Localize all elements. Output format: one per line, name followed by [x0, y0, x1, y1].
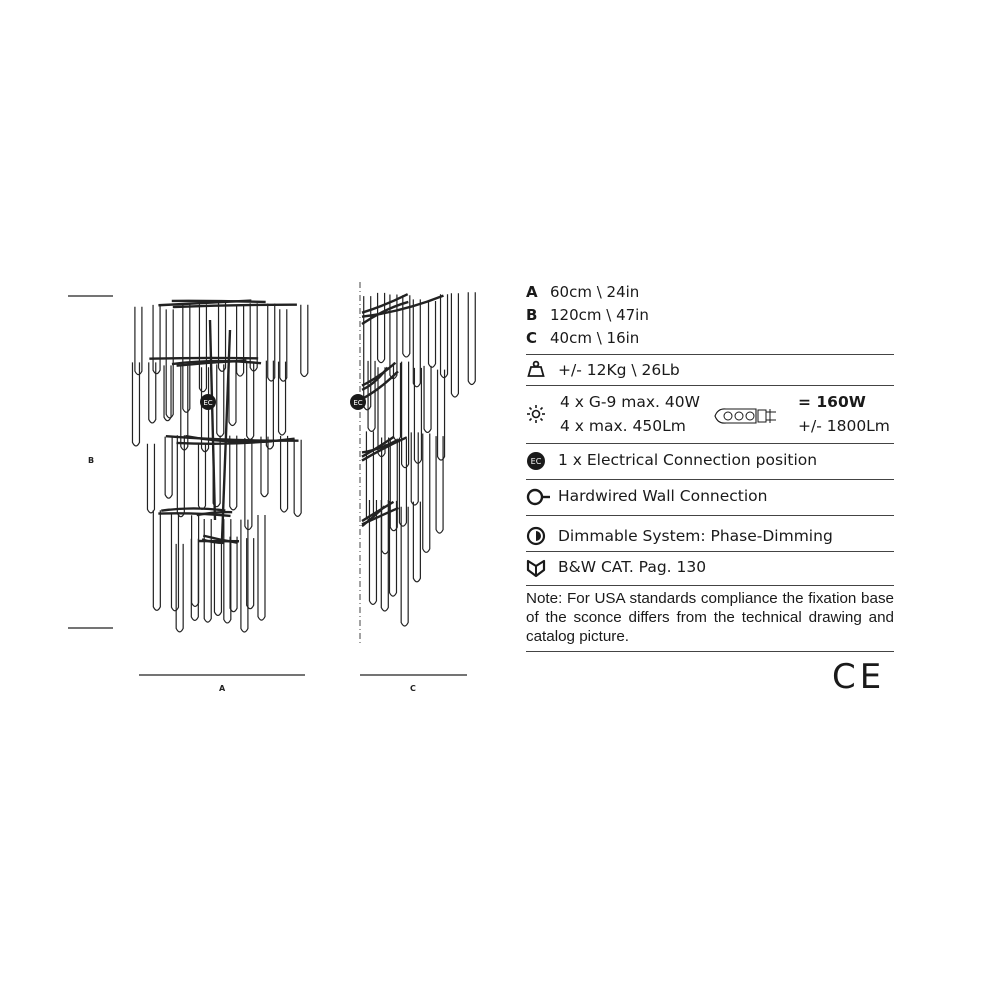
crystal-rod: [381, 500, 388, 611]
hardwired-text: Hardwired Wall Connection: [558, 487, 768, 505]
dimension-key: C: [526, 329, 538, 347]
crystal-rod: [245, 438, 252, 530]
divider: [526, 651, 894, 652]
crystal-rod: [135, 307, 142, 375]
crystal-rod: [423, 433, 430, 552]
crystal-rod: [171, 514, 178, 611]
crystal-rod: [364, 296, 371, 410]
crystal-rod: [204, 519, 211, 622]
crystal-rod: [468, 292, 475, 384]
weight-text: +/- 12Kg \ 26Lb: [558, 361, 680, 379]
crystal-rod: [429, 301, 436, 367]
divider: [526, 551, 894, 552]
crystal-rod: [229, 361, 236, 425]
dimmer-icon: [526, 526, 546, 546]
note-text: Note: For USA standards compliance the fixation base of the sconce differs from the technical drawing and catalog picture.: [526, 590, 894, 645]
electrical-connection-text: 1 x Electrical Connection position: [558, 451, 818, 469]
branch: [210, 320, 215, 520]
crystal-rod: [164, 365, 171, 420]
dimension-row-b: [526, 306, 649, 324]
dim-label-a: A: [219, 684, 226, 693]
dimension-value: 120cm \ 47in: [550, 306, 649, 324]
bulb-spec-line2: 4 x max. 450Lm: [560, 417, 686, 435]
crystal-rod: [176, 544, 183, 632]
crystal-rod: [153, 305, 160, 374]
crystal-rod: [198, 443, 205, 509]
divider: [526, 354, 894, 355]
bulb-icon: [526, 404, 546, 424]
dim-label-c: C: [410, 684, 416, 693]
catalog-icon: [526, 558, 546, 578]
total-lumen: +/- 1800Lm: [798, 417, 890, 435]
crystal-rod: [250, 303, 257, 371]
side-view: [362, 292, 475, 626]
dimmable-text: Dimmable System: Phase-Dimming: [558, 527, 833, 545]
crystal-rod: [217, 364, 224, 436]
dimension-value: 60cm \ 24in: [550, 283, 640, 301]
crystal-rod: [441, 294, 448, 377]
crystal-rod: [301, 305, 308, 377]
ec-icon: [526, 451, 546, 471]
dimension-key: B: [526, 306, 538, 324]
crystal-rod: [399, 439, 406, 526]
crystal-rod: [382, 438, 389, 554]
crystal-rod: [230, 436, 237, 510]
svg-text:EC: EC: [203, 399, 213, 407]
svg-text:EC: EC: [530, 457, 542, 466]
crystal-rod: [424, 366, 431, 433]
ce-mark-icon: CE: [832, 657, 886, 697]
dim-label-b: B: [88, 456, 95, 465]
branch: [149, 358, 258, 359]
crystal-rod: [237, 304, 244, 376]
ec-badge-side: [350, 394, 366, 410]
dimension-key: A: [526, 283, 538, 301]
crystal-rod: [247, 362, 254, 439]
branch: [166, 436, 299, 440]
crystal-rod: [192, 515, 199, 606]
crystal-rod: [191, 539, 198, 621]
front-view: [132, 301, 307, 632]
svg-text:EC: EC: [353, 399, 363, 407]
divider: [526, 515, 894, 516]
dimension-row-c: [526, 329, 639, 347]
crystal-rod: [378, 293, 385, 363]
bulb-spec-line1: 4 x G-9 max. 40W: [560, 393, 700, 411]
crystal-rod: [199, 304, 206, 392]
divider: [526, 585, 894, 586]
branch: [158, 513, 230, 516]
branch: [173, 305, 297, 307]
crystal-rod: [153, 510, 160, 610]
divider: [526, 443, 894, 444]
crystal-rod: [281, 436, 288, 512]
ec-badge-front: [200, 394, 216, 410]
crystal-rod: [165, 437, 172, 498]
crystal-rod: [402, 362, 409, 468]
total-power: = 160W: [798, 393, 866, 411]
catalog-text: B&W CAT. Pag. 130: [558, 558, 707, 576]
crystal-rod: [258, 515, 265, 620]
crystal-rod: [451, 293, 458, 397]
dimension-value: 40cm \ 16in: [550, 329, 640, 347]
crystal-rod: [149, 362, 156, 423]
crystal-rod: [413, 502, 420, 582]
divider: [526, 479, 894, 480]
dimension-row-a: [526, 283, 639, 301]
crystal-rod: [294, 440, 301, 517]
branch: [362, 437, 407, 460]
g9-bulb-icon: [712, 405, 784, 427]
crystal-rod: [214, 542, 221, 616]
divider: [526, 385, 894, 386]
hardwired-icon: [526, 487, 552, 507]
weight-icon: [527, 360, 545, 378]
crystal-rod: [147, 444, 154, 513]
